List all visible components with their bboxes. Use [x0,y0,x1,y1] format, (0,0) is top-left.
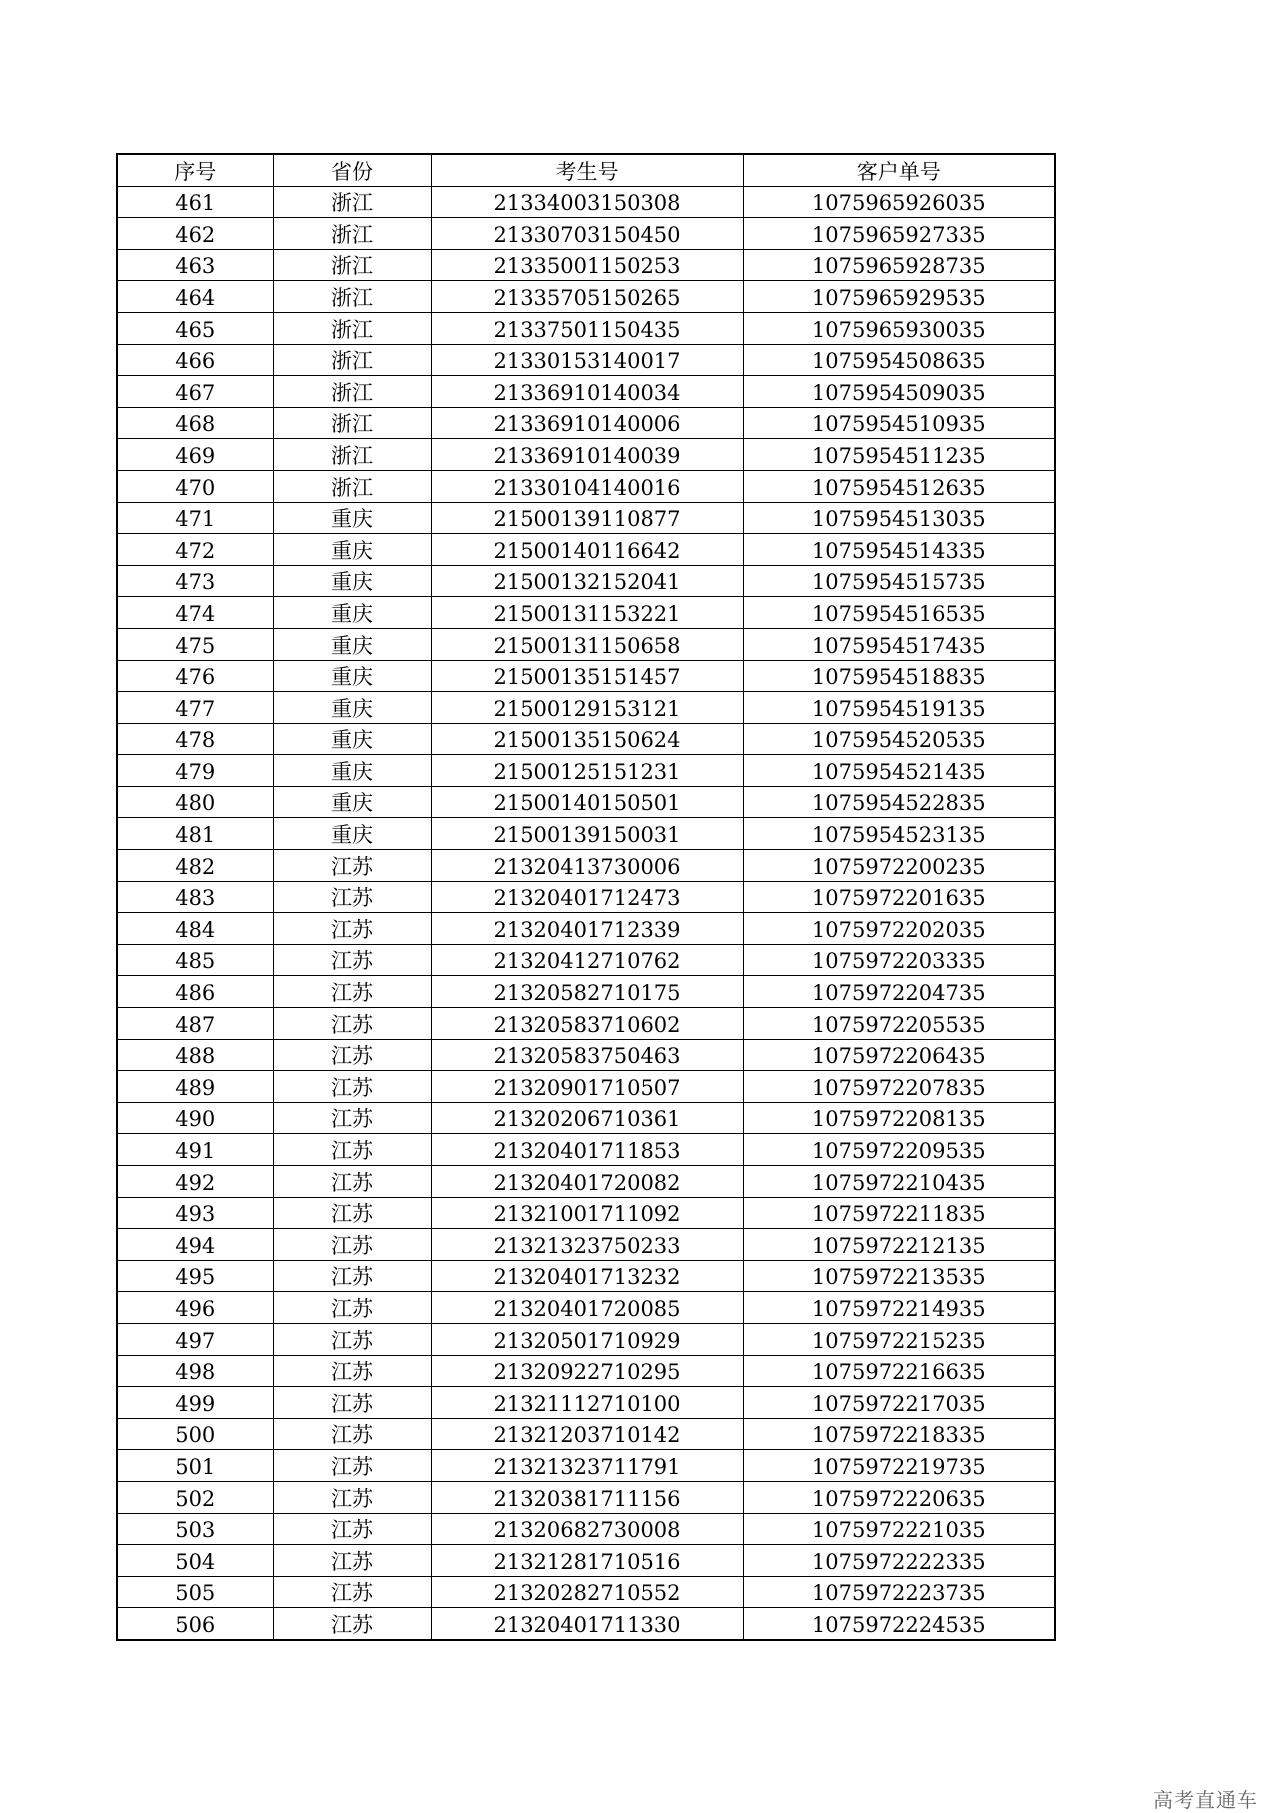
cell-serial: 462 [117,218,273,250]
cell-order-number: 1075954521435 [743,755,1055,787]
cell-serial: 505 [117,1576,273,1608]
cell-order-number: 1075954512635 [743,470,1055,502]
cell-province: 江苏 [273,1008,431,1040]
cell-order-number: 1075972215235 [743,1323,1055,1355]
cell-province: 浙江 [273,439,431,471]
cell-province: 江苏 [273,913,431,945]
cell-province: 江苏 [273,1292,431,1324]
cell-order-number: 1075972219735 [743,1450,1055,1482]
cell-order-number: 1075972204735 [743,976,1055,1008]
cell-province: 重庆 [273,818,431,850]
cell-province: 江苏 [273,850,431,882]
cell-province: 江苏 [273,1576,431,1608]
table-row [117,1418,1055,1450]
cell-serial: 480 [117,786,273,818]
table-row [117,976,1055,1008]
cell-serial: 491 [117,1134,273,1166]
table-row [117,723,1055,755]
cell-exam-number: 21335001150253 [431,249,743,281]
cell-order-number: 1075954518835 [743,660,1055,692]
cell-order-number: 1075972218335 [743,1418,1055,1450]
header-province: 省份 [273,154,431,186]
cell-serial: 469 [117,439,273,471]
table-body [117,186,1055,1640]
cell-order-number: 1075954513035 [743,502,1055,534]
table-row [117,1008,1055,1040]
cell-serial: 471 [117,502,273,534]
cell-serial: 482 [117,850,273,882]
cell-serial: 468 [117,407,273,439]
cell-province: 江苏 [273,1513,431,1545]
cell-province: 江苏 [273,1102,431,1134]
cell-exam-number: 21330703150450 [431,218,743,250]
cell-province: 重庆 [273,534,431,566]
cell-serial: 493 [117,1197,273,1229]
cell-exam-number: 21320401711330 [431,1608,743,1640]
cell-order-number: 1075972208135 [743,1102,1055,1134]
cell-province: 江苏 [273,1355,431,1387]
cell-order-number: 1075954508635 [743,344,1055,376]
table-row [117,1608,1055,1640]
cell-exam-number: 21337501150435 [431,312,743,344]
table-row [117,818,1055,850]
cell-order-number: 1075954511235 [743,439,1055,471]
cell-exam-number: 21500139110877 [431,502,743,534]
cell-province: 重庆 [273,755,431,787]
table-row [117,1229,1055,1261]
cell-serial: 500 [117,1418,273,1450]
cell-serial: 477 [117,692,273,724]
cell-serial: 479 [117,755,273,787]
cell-order-number: 1075972212135 [743,1229,1055,1261]
cell-order-number: 1075965930035 [743,312,1055,344]
cell-order-number: 1075972202035 [743,913,1055,945]
table-row [117,692,1055,724]
cell-serial: 502 [117,1481,273,1513]
table-row [117,1292,1055,1324]
cell-exam-number: 21336910140006 [431,407,743,439]
cell-exam-number: 21320583710602 [431,1008,743,1040]
cell-province: 浙江 [273,376,431,408]
cell-serial: 486 [117,976,273,1008]
table-row [117,218,1055,250]
cell-serial: 499 [117,1387,273,1419]
cell-exam-number: 21321323750233 [431,1229,743,1261]
cell-order-number: 1075965927335 [743,218,1055,250]
table-row [117,1260,1055,1292]
table-row [117,881,1055,913]
cell-serial: 496 [117,1292,273,1324]
cell-province: 重庆 [273,502,431,534]
cell-province: 江苏 [273,1387,431,1419]
table-row [117,281,1055,313]
table-row [117,470,1055,502]
cell-order-number: 1075972200235 [743,850,1055,882]
cell-exam-number: 21500139150031 [431,818,743,850]
cell-order-number: 1075972206435 [743,1039,1055,1071]
cell-exam-number: 21321281710516 [431,1545,743,1577]
table-row [117,597,1055,629]
cell-order-number: 1075972214935 [743,1292,1055,1324]
cell-province: 江苏 [273,1166,431,1198]
cell-serial: 506 [117,1608,273,1640]
table-row [117,1576,1055,1608]
cell-province: 浙江 [273,249,431,281]
cell-province: 江苏 [273,1134,431,1166]
cell-province: 江苏 [273,1229,431,1261]
cell-province: 江苏 [273,944,431,976]
cell-order-number: 1075972217035 [743,1387,1055,1419]
cell-serial: 489 [117,1071,273,1103]
table-row [117,1545,1055,1577]
cell-province: 浙江 [273,470,431,502]
cell-exam-number: 21500140116642 [431,534,743,566]
cell-order-number: 1075972207835 [743,1071,1055,1103]
cell-serial: 490 [117,1102,273,1134]
table-row [117,1355,1055,1387]
cell-serial: 478 [117,723,273,755]
cell-exam-number: 21321001711092 [431,1197,743,1229]
cell-order-number: 1075972201635 [743,881,1055,913]
cell-exam-number: 21335705150265 [431,281,743,313]
cell-exam-number: 21321112710100 [431,1387,743,1419]
cell-order-number: 1075954509035 [743,376,1055,408]
table-row [117,1102,1055,1134]
cell-order-number: 1075972216635 [743,1355,1055,1387]
cell-serial: 488 [117,1039,273,1071]
table-row [117,786,1055,818]
cell-order-number: 1075954516535 [743,597,1055,629]
cell-exam-number: 21320401712473 [431,881,743,913]
cell-province: 浙江 [273,281,431,313]
cell-serial: 461 [117,186,273,218]
cell-province: 浙江 [273,407,431,439]
cell-serial: 494 [117,1229,273,1261]
cell-order-number: 1075954517435 [743,628,1055,660]
cell-exam-number: 21500135151457 [431,660,743,692]
cell-exam-number: 21320401712339 [431,913,743,945]
cell-province: 重庆 [273,723,431,755]
data-table [116,153,1056,1641]
cell-exam-number: 21320583750463 [431,1039,743,1071]
table-row [117,502,1055,534]
table-row [117,344,1055,376]
cell-order-number: 1075972205535 [743,1008,1055,1040]
cell-province: 江苏 [273,1418,431,1450]
cell-province: 江苏 [273,976,431,1008]
cell-province: 重庆 [273,628,431,660]
cell-exam-number: 21500131153221 [431,597,743,629]
cell-province: 重庆 [273,660,431,692]
cell-order-number: 1075965926035 [743,186,1055,218]
cell-province: 江苏 [273,1608,431,1640]
cell-serial: 497 [117,1323,273,1355]
table-row [117,850,1055,882]
cell-exam-number: 21320682730008 [431,1513,743,1545]
cell-order-number: 1075972223735 [743,1576,1055,1608]
cell-order-number: 1075954510935 [743,407,1055,439]
cell-exam-number: 21500125151231 [431,755,743,787]
cell-serial: 487 [117,1008,273,1040]
cell-serial: 498 [117,1355,273,1387]
table-row [117,1197,1055,1229]
cell-province: 浙江 [273,186,431,218]
cell-order-number: 1075972221035 [743,1513,1055,1545]
cell-order-number: 1075954519135 [743,692,1055,724]
table-row [117,1323,1055,1355]
cell-exam-number: 21320901710507 [431,1071,743,1103]
cell-serial: 476 [117,660,273,692]
cell-province: 重庆 [273,786,431,818]
cell-serial: 495 [117,1260,273,1292]
cell-serial: 501 [117,1450,273,1482]
table-row [117,186,1055,218]
table-row [117,628,1055,660]
cell-exam-number: 21320206710361 [431,1102,743,1134]
table-row [117,312,1055,344]
cell-province: 江苏 [273,1260,431,1292]
cell-order-number: 1075954515735 [743,565,1055,597]
cell-province: 浙江 [273,218,431,250]
table-row [117,439,1055,471]
cell-order-number: 1075972222335 [743,1545,1055,1577]
cell-serial: 466 [117,344,273,376]
header-row [117,154,1055,186]
cell-exam-number: 21320381711156 [431,1481,743,1513]
cell-province: 重庆 [273,565,431,597]
table-row [117,534,1055,566]
cell-order-number: 1075954520535 [743,723,1055,755]
table-row [117,1450,1055,1482]
cell-exam-number: 21321203710142 [431,1418,743,1450]
table-row [117,1481,1055,1513]
cell-exam-number: 21320401713232 [431,1260,743,1292]
cell-province: 江苏 [273,1323,431,1355]
cell-province: 江苏 [273,1481,431,1513]
cell-province: 重庆 [273,597,431,629]
cell-order-number: 1075972209535 [743,1134,1055,1166]
cell-exam-number: 21500132152041 [431,565,743,597]
cell-order-number: 1075965928735 [743,249,1055,281]
cell-province: 重庆 [273,692,431,724]
cell-serial: 470 [117,470,273,502]
header-order-number: 客户单号 [743,154,1055,186]
table-row [117,1134,1055,1166]
cell-serial: 465 [117,312,273,344]
table-row [117,913,1055,945]
cell-serial: 474 [117,597,273,629]
watermark-text: 高考直通车 [1153,1788,1258,1812]
cell-exam-number: 21500129153121 [431,692,743,724]
cell-serial: 503 [117,1513,273,1545]
cell-exam-number: 21320401711853 [431,1134,743,1166]
cell-exam-number: 21320412710762 [431,944,743,976]
cell-order-number: 1075972213535 [743,1260,1055,1292]
table-row [117,944,1055,976]
cell-order-number: 1075954523135 [743,818,1055,850]
table-row [117,376,1055,408]
cell-exam-number: 21500135150624 [431,723,743,755]
cell-serial: 504 [117,1545,273,1577]
cell-exam-number: 21336910140039 [431,439,743,471]
cell-order-number: 1075972203335 [743,944,1055,976]
cell-order-number: 1075972224535 [743,1608,1055,1640]
cell-exam-number: 21320401720082 [431,1166,743,1198]
table-row [117,660,1055,692]
table-row [117,565,1055,597]
cell-order-number: 1075954522835 [743,786,1055,818]
cell-serial: 473 [117,565,273,597]
cell-province: 江苏 [273,1545,431,1577]
cell-exam-number: 21320401720085 [431,1292,743,1324]
cell-serial: 483 [117,881,273,913]
cell-exam-number: 21320413730006 [431,850,743,882]
cell-serial: 472 [117,534,273,566]
cell-exam-number: 21330104140016 [431,470,743,502]
cell-province: 江苏 [273,881,431,913]
cell-exam-number: 21330153140017 [431,344,743,376]
cell-province: 江苏 [273,1197,431,1229]
table-row [117,249,1055,281]
cell-exam-number: 21320282710552 [431,1576,743,1608]
cell-exam-number: 21500140150501 [431,786,743,818]
cell-province: 江苏 [273,1450,431,1482]
table-row [117,1513,1055,1545]
cell-province: 江苏 [273,1071,431,1103]
cell-serial: 484 [117,913,273,945]
table-row [117,407,1055,439]
cell-serial: 463 [117,249,273,281]
cell-province: 浙江 [273,344,431,376]
cell-exam-number: 21336910140034 [431,376,743,408]
cell-order-number: 1075972211835 [743,1197,1055,1229]
header-exam-number: 考生号 [431,154,743,186]
table-row [117,1166,1055,1198]
header-serial: 序号 [117,154,273,186]
cell-serial: 492 [117,1166,273,1198]
cell-serial: 481 [117,818,273,850]
cell-order-number: 1075972210435 [743,1166,1055,1198]
cell-serial: 467 [117,376,273,408]
cell-order-number: 1075954514335 [743,534,1055,566]
table-row [117,1071,1055,1103]
cell-serial: 485 [117,944,273,976]
cell-exam-number: 21500131150658 [431,628,743,660]
table-row [117,1387,1055,1419]
cell-province: 江苏 [273,1039,431,1071]
cell-exam-number: 21320501710929 [431,1323,743,1355]
cell-serial: 464 [117,281,273,313]
cell-exam-number: 21320922710295 [431,1355,743,1387]
cell-exam-number: 21321323711791 [431,1450,743,1482]
cell-exam-number: 21320582710175 [431,976,743,1008]
table-row [117,1039,1055,1071]
cell-province: 浙江 [273,312,431,344]
cell-exam-number: 21334003150308 [431,186,743,218]
table-row [117,755,1055,787]
cell-order-number: 1075965929535 [743,281,1055,313]
cell-order-number: 1075972220635 [743,1481,1055,1513]
cell-serial: 475 [117,628,273,660]
